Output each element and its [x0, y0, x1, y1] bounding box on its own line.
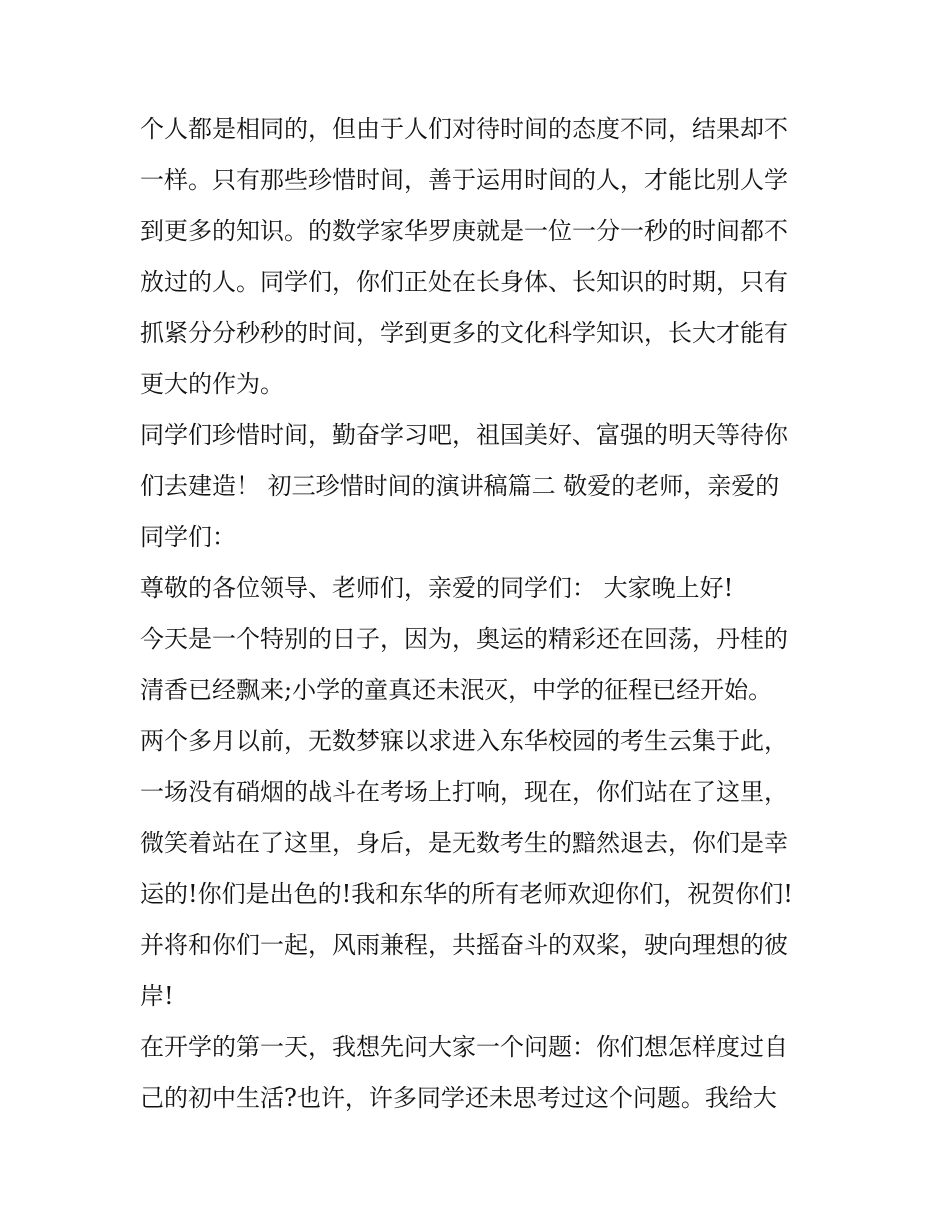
text-line-8: 们去建造！ 初三珍惜时间的演讲稿篇二 敬爱的老师，亲爱的	[140, 472, 780, 500]
text-line-14: 一场没有硝烟的战斗在考场上打响，现在，你们站在了这里，	[140, 778, 788, 806]
text-line-12: 清香已经飘来;小学的童真还未泯灭，中学的征程已经开始。	[140, 676, 773, 704]
text-line-18: 岸!	[140, 982, 174, 1010]
text-line-3: 到更多的知识。的数学家华罗庚就是一位一分一秒的时间都不	[140, 217, 788, 245]
text-line-11: 今天是一个特别的日子，因为，奥运的精彩还在回荡，丹桂的	[140, 625, 788, 653]
text-line-15: 微笑着站在了这里，身后，是无数考生的黯然退去，你们是幸	[140, 829, 788, 857]
text-line-9: 同学们：	[140, 523, 236, 551]
text-line-5: 抓紧分分秒秒的时间，学到更多的文化科学知识，长大才能有	[140, 319, 788, 347]
document-body	[140, 104, 830, 1124]
text-line-10: 尊敬的各位领导、老师们，亲爱的同学们： 大家晚上好!	[140, 574, 734, 602]
text-line-20: 己的初中生活?也许，许多同学还未思考过这个问题。我给大	[140, 1084, 777, 1112]
text-line-16: 运的!你们是出色的!我和东华的所有老师欢迎你们，祝贺你们!	[140, 880, 793, 908]
text-line-4: 放过的人。同学们，你们正处在长身体、长知识的时期，只有	[140, 268, 788, 296]
text-line-19: 在开学的第一天，我想先问大家一个问题：你们想怎样度过自	[140, 1033, 788, 1061]
text-line-13: 两个多月以前，无数梦寐以求进入东华校园的考生云集于此，	[140, 727, 788, 755]
text-line-7: 同学们珍惜时间，勤奋学习吧，祖国美好、富强的明天等待你	[140, 421, 788, 449]
text-line-2: 一样。只有那些珍惜时间，善于运用时间的人，才能比别人学	[140, 166, 788, 194]
text-line-17: 并将和你们一起，风雨兼程，共摇奋斗的双桨，驶向理想的彼	[140, 931, 788, 959]
text-line-1: 个人都是相同的，但由于人们对待时间的态度不同，结果却不	[140, 115, 788, 143]
text-line-6: 更大的作为。	[140, 370, 284, 398]
